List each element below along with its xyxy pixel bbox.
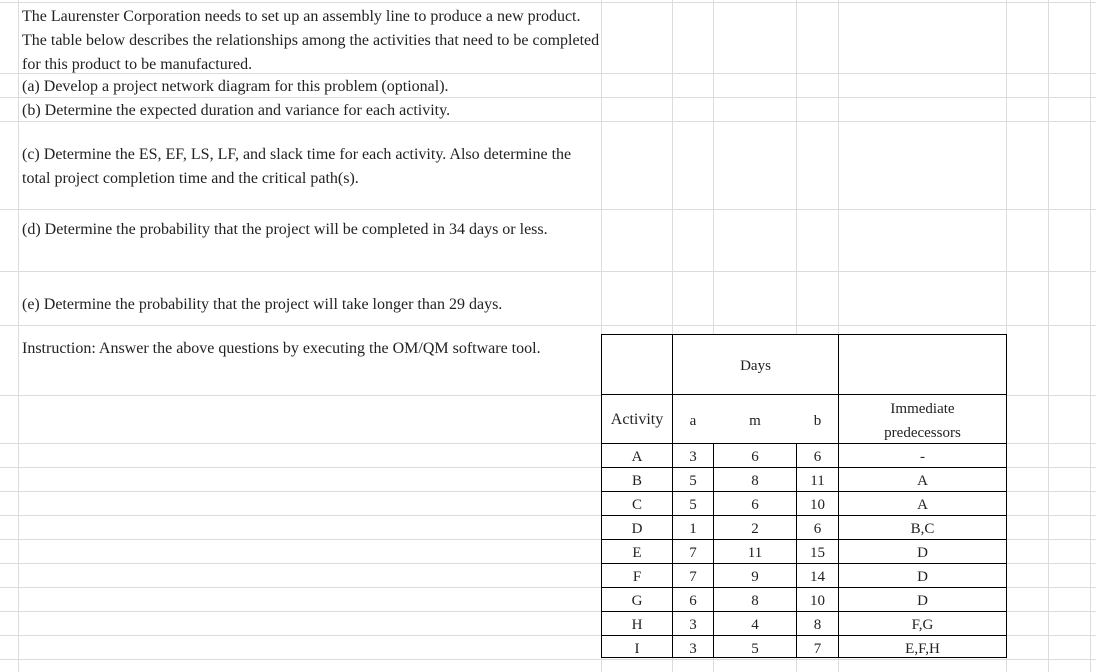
a-cell: 7 bbox=[689, 569, 697, 585]
m-cell: 4 bbox=[751, 617, 759, 633]
activity-cell: I bbox=[634, 641, 640, 657]
b-cell: 15 bbox=[810, 545, 825, 561]
m-cell: 11 bbox=[747, 545, 763, 561]
predecessors-cell: D bbox=[917, 593, 928, 609]
m-cell: 9 bbox=[751, 569, 759, 585]
activity-cell: C bbox=[631, 497, 642, 513]
b-cell: 10 bbox=[810, 497, 825, 513]
activity-column-header: Activity bbox=[610, 411, 664, 428]
b-cell: 8 bbox=[813, 617, 822, 633]
m-cell: 6 bbox=[751, 449, 759, 465]
a-cell: 1 bbox=[689, 521, 697, 537]
b-cell: 6 bbox=[813, 521, 822, 537]
a-cell: 5 bbox=[689, 473, 697, 489]
m-cell: 5 bbox=[751, 641, 759, 657]
predecessors-cell: D bbox=[917, 545, 928, 561]
a-cell: 5 bbox=[689, 497, 697, 513]
predecessors-column-header-line2: predecessors bbox=[884, 425, 961, 441]
a-cell: 3 bbox=[689, 641, 697, 657]
question-c: (c) Determine the ES, EF, LS, LF, and slack time for each activity. Also determine the total project completion time and the critical path(s). bbox=[22, 146, 572, 187]
activity-cell: E bbox=[632, 545, 642, 561]
b-cell: 10 bbox=[810, 593, 825, 609]
m-cell: 8 bbox=[751, 473, 759, 489]
problem-intro: The Laurenster Corporation needs to set up an assembly line to produce a new product. The table below describes the relationships among the activities that need to be completed for this product to be manufactured. bbox=[22, 8, 600, 73]
predecessors-cell: D bbox=[917, 569, 928, 585]
b-column-header: b bbox=[813, 413, 822, 429]
predecessors-cell: A bbox=[917, 473, 928, 489]
question-e: (e) Determine the probability that the project will take longer than 29 days. bbox=[22, 296, 503, 313]
m-cell: 8 bbox=[751, 593, 759, 609]
m-cell: 2 bbox=[751, 521, 759, 537]
activity-cell: H bbox=[631, 617, 643, 633]
m-column-header: m bbox=[749, 413, 761, 429]
a-cell: 7 bbox=[689, 545, 697, 561]
a-cell: 6 bbox=[689, 593, 697, 609]
activity-cell: A bbox=[631, 449, 643, 465]
question-d: (d) Determine the probability that the project will be completed in 34 days or less. bbox=[22, 221, 548, 238]
activity-cell: G bbox=[631, 593, 643, 609]
question-a: (a) Develop a project network diagram for this problem (optional). bbox=[22, 78, 449, 95]
activity-cell: F bbox=[632, 569, 642, 585]
predecessors-column-header-line1: Immediate bbox=[890, 401, 955, 417]
predecessors-cell: A bbox=[917, 497, 928, 513]
a-cell: 3 bbox=[689, 449, 697, 465]
instruction-text: Instruction: Answer the above questions by executing the OM/QM software tool. bbox=[22, 340, 541, 357]
a-column-header: a bbox=[689, 413, 697, 429]
b-cell: 7 bbox=[813, 641, 822, 657]
predecessors-cell: B,C bbox=[910, 521, 935, 537]
question-b: (b) Determine the expected duration and variance for each activity. bbox=[22, 102, 451, 119]
activity-cell: B bbox=[631, 473, 642, 489]
predecessors-cell: E,F,H bbox=[905, 641, 940, 657]
predecessors-cell: - bbox=[920, 449, 925, 465]
b-cell: 11 bbox=[810, 473, 825, 489]
days-group-header: Days bbox=[740, 358, 771, 374]
b-cell: 14 bbox=[810, 569, 825, 585]
a-cell: 3 bbox=[689, 617, 697, 633]
m-cell: 6 bbox=[751, 497, 759, 513]
activity-cell: D bbox=[631, 521, 643, 537]
b-cell: 6 bbox=[813, 449, 822, 465]
predecessors-cell: F,G bbox=[911, 617, 934, 633]
